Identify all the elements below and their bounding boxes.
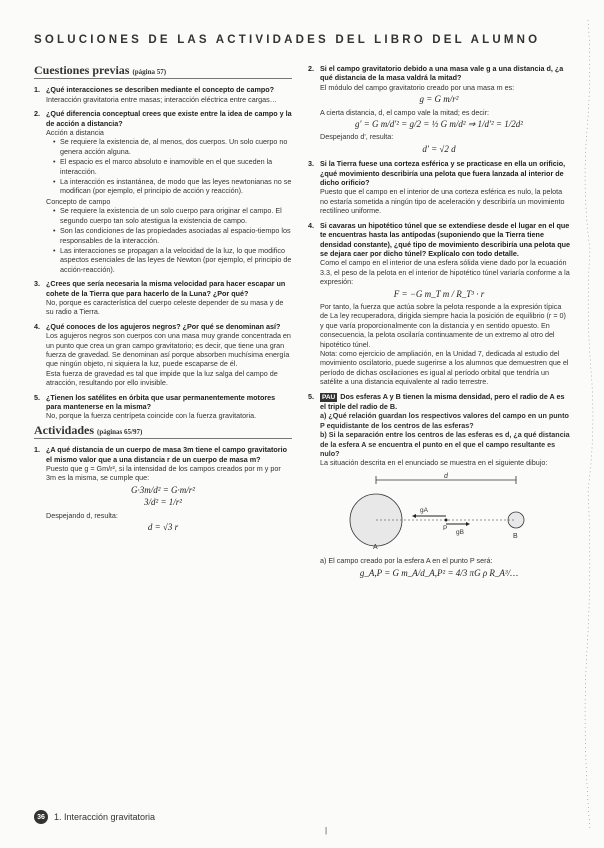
answer: Puesto que g = Gm/r², si la intensidad de los campos creados por m y por 3m es la misma, se cumple que: bbox=[46, 464, 281, 483]
answer: Los agujeros negros son cuerpos con una masa muy grande concentrada en un punto que crea un gran campo gravitatorio; es decir, que tiene una gran fuerza de gravedad. Se denominan así porque absorben muchísima energía que ningún objeto, ni siquiera la luz, puede escaparse de él. bbox=[46, 331, 291, 369]
label-a: A bbox=[373, 543, 378, 550]
answer: Interacción gravitatoria entre masas; interacción eléctrica entre cargas… bbox=[46, 94, 277, 104]
formula: G·3m/d² = G·m/r² bbox=[131, 484, 195, 495]
formula: 3/d² = 1/r² bbox=[144, 497, 182, 508]
page-title: SOLUCIONES DE LAS ACTIVIDADES DEL LIBRO DEL ALUMNO bbox=[34, 34, 541, 46]
sub-label: Concepto de campo bbox=[46, 196, 111, 206]
formula-result: d' = √2 d bbox=[422, 143, 456, 154]
note: Nota: como ejercicio de ampliación, en la Unidad 7, dedicada al estudio del movimiento oscilatorio, puede sugerirse a los alumnos que demuestren que el período de dichas oscilaciones es igual al período orbital que tendría un satélite a una distancia equivalente al radio terrestre. bbox=[320, 348, 569, 387]
list-item: • Se requiere la existencia de, al menos, dos cuerpos. Un solo cuerpo no genera acción alguna. bbox=[60, 137, 292, 156]
sub-label: Acción a distancia bbox=[46, 128, 104, 138]
answer: a) El campo creado por la esfera A en el punto P será: bbox=[320, 556, 493, 566]
formula: g_A,P = G m_A/d_A,P² = 4/3 πG ρ R_A³/… bbox=[359, 567, 519, 578]
answer: Como el campo en el interior de una esfera sólida viene dado por la ecuación 3.3, el peso de la pelota en el interior de hipotético túnel variaría conforme a la expresión: bbox=[320, 258, 570, 287]
label-b: B bbox=[513, 532, 518, 540]
answer: El módulo del campo gravitatorio creado por una masa m es: bbox=[320, 82, 515, 92]
chapter-title: 1. Interacción gravitatoria bbox=[54, 812, 156, 822]
label-gb: gB bbox=[456, 528, 464, 536]
activity-2: 2. Si el campo gravitatorio debido a una masa vale g a una distancia d, ¿a qué distancia de la masa valdrá la mitad? El módulo del campo gravitatorio creado por una masa m es: g = G m/r² A cierta distancia, d, el campo vale la mitad; es decir: g' = G m/d'² = g/2 = ½ G m/d² ⇒ 1/d'² = 1/2d² Despejando d', resulta: d' = √2 d bbox=[308, 64, 570, 154]
answer: A cierta distancia, d, el campo vale la mitad; es decir: bbox=[320, 107, 489, 117]
left-column bbox=[34, 64, 292, 537]
activity-5: 5. PAU Dos esferas A y B tienen la misma densidad, pero el radio de A es el triple del radio de B. a) ¿Qué relación guardan los respectivos valores del campo en un punto P equidistante de los centros de las esferas? b) Si la separación entre los centros de las esferas es d, ¿a qué distancia de la esfera A se encuentra el punto en el que el campo resultante es nulo? La situación descrita en el enunciado se muestra en el siguiente dibujo: d gA gB P A B a) El campo creado por la esfera A en el punto P será: g_A,P = G m_A/d_A,P² = 4/3 πG ρ R_A³/… bbox=[308, 391, 570, 578]
answer: No, porque la fuerza centrípeta coincide con la fuerza gravitatoria. bbox=[46, 411, 257, 421]
section-heading-actividades: Actividades (páginas 65/97) bbox=[34, 426, 292, 439]
point-p bbox=[445, 518, 448, 521]
question-4: 4. ¿Qué conoces de los agujeros negros? ¿Por qué se denominan así? Los agujeros negros son cuerpos con una masa muy grande concentrada en un punto que crea un gran campo gravitatorio; es decir, que tiene una gran fuerza de gravedad. Se denominan así porque absorben muchísima energía que ningún objeto, ni siquiera la luz, puede escaparse de él. Esta fuerza de gravedad es tal que impide que la luz salga del campo de atracción, resultando por ello invisible. bbox=[34, 321, 291, 388]
margin-handwriting bbox=[578, 10, 600, 840]
question-3: 3. ¿Crees que sería necesaria la misma velocidad para hacer escapar un cohete de la Tierra que para hacerlo de la Luna? ¿Por qué? No, porque es característica del cuerpo celeste depender de su masa y de su radio a Tierra. bbox=[34, 279, 292, 317]
question-1: 1. ¿Qué interacciones se describen mediante el concepto de campo? Interacción gravitatoria entre masas; interacción eléctrica entre cargas… bbox=[34, 85, 292, 104]
list-item: • La interacción es instantánea, de modo que las leyes newtonianas no se modifican (por ejemplo, el principio de acción y reacción). bbox=[60, 177, 292, 196]
activity-4: 4. Si cavaras un hipotético túnel que se extendiese desde el lugar en el que te encuentras hasta las antípodas (suponiendo que la Tierra tiene densidad constante), ¿qué tipo de movimiento describiría una pelota que se dejara caer por dicho túnel? Explícalo con todo detalle. Como el campo en el interior de una esfera sólida viene dado por la ecuación 3.3, el peso de la pelota en el interior de hipotético túnel variaría conforme a la expresión: F = −G m_T m / R_T³ · r Por tanto, la fuerza que actúa sobre la pelota responde a la expresión típica de La ley recuperadora, dirigida siempre hacia la posición de equilibrio (r = 0) y que varía proporcionalmente con la distancia y en sentido opuesto. En consecuencia, la pelota oscilaría continuamente de un extremo al otro del hipotético túnel. Nota: como ejercicio de ampliación, en la Unidad 7, dedicada al estudio del movimiento oscilatorio, puede sugerirse a los alumnos que demuestren que el período de dichas oscilaciones es igual al período orbital que tendría un satélite a una distancia equivalente al radio terrestre. bbox=[308, 220, 571, 387]
label-d: d bbox=[444, 472, 448, 480]
answer: Por tanto, la fuerza que actúa sobre la pelota responde a la expresión típica de La ley recuperadora, dirigida siempre hacia la posición de equilibrio (r = 0) y que varía proporcionalmente con la distancia y en sentido opuesto. En consecuencia, la pelota oscilaría continuamente de un extremo al otro del hipotético túnel. bbox=[320, 301, 566, 349]
question-5: 5. ¿Tienen los satélites en órbita que usar permanentemente motores para mantenerse en la misma? No, porque la fuerza centrípeta coincide con la fuerza gravitatoria. bbox=[34, 393, 292, 421]
answer: No, porque es característica del cuerpo celeste depender de su masa y de su radio a Tierra. bbox=[46, 297, 284, 317]
list-item: • El espacio es el marco absoluto e inamovible en el que suceden la interacción. bbox=[60, 157, 292, 176]
section-heading-previas: Cuestiones previas (página 57) bbox=[34, 66, 292, 79]
page-footer bbox=[34, 810, 155, 824]
answer: La situación descrita en el enunciado se muestra en el siguiente dibujo: bbox=[320, 458, 548, 468]
formula: g = G m/r² bbox=[419, 94, 459, 105]
page-mark: | bbox=[325, 826, 328, 835]
list-item: • Las interacciones se propagan a la velocidad de la luz, lo que modifico aspectos esenciales de las leyes de Newton (por ejemplo, el principio de acción-reacción). bbox=[60, 246, 292, 274]
activity-3: 3. Si la Tierra fuese una corteza esférica y se practicase en ella un orificio, ¿qué movimiento describiría una pelota que fuera lanzada al interior de dicho orificio? Puesto que el campo en el interior de una corteza esférica es nulo, la pelota no estaría sometida a ningún tipo de aceleración y describiría un movimiento rectilíneo uniforme. bbox=[308, 159, 570, 215]
right-column bbox=[308, 64, 570, 583]
page-number: 36 bbox=[34, 810, 48, 824]
label-p: P bbox=[443, 524, 448, 532]
label-ga: gA bbox=[420, 506, 428, 514]
formula: F = −G m_T m / R_T³ · r bbox=[393, 288, 485, 299]
list-item: • Se requiere la existencia de un solo cuerpo para originar el campo. El segundo cuerpo tan solo atestigua la existencia de campo. bbox=[60, 206, 292, 225]
formula: g' = G m/d'² = g/2 = ½ G m/d² ⇒ 1/d'² = 1/2d² bbox=[355, 119, 523, 130]
answer: Despejando d, resulta: bbox=[46, 510, 118, 520]
formula-result: d = √3 r bbox=[147, 522, 179, 533]
answer: Despejando d', resulta: bbox=[320, 132, 394, 142]
pau-badge: PAU bbox=[322, 393, 336, 401]
answer: Puesto que el campo en el interior de una corteza esférica es nulo, la pelota no estaría sometida a ningún tipo de aceleración y describiría un movimiento rectilíneo uniforme. bbox=[320, 187, 565, 216]
list-item: • Son las condiciones de las propiedades asociadas al espacio-tiempo los responsables de la interacción. bbox=[60, 226, 292, 245]
question-2: 2. ¿Qué diferencia conceptual crees que existe entre la idea de campo y la de acción a distancia? Acción a distancia • Se requiere la existencia de, al menos, dos cuerpos. Un solo cuerpo no genera acción alguna. • El espacio es el marco absoluto e inamovible en el que suceden la interacción. • La interacción es instantánea, de modo que las leyes newtonianas no se modifican (por ejemplo, el principio de acción y reacción). Concepto de campo • Se requiere la existencia de un solo cuerpo para originar el campo. El segundo cuerpo tan solo atestigua la existencia de campo. • Son las condiciones de las propiedades asociadas al espacio-tiempo los responsables de la interacción. • Las interacciones se propagan a la velocidad de la luz, lo que modifico aspectos esenciales de las leyes de Newton (por ejemplo, el principio de acción-reacción). bbox=[34, 109, 292, 274]
spheres-diagram bbox=[316, 472, 556, 550]
answer: Esta fuerza de gravedad es tal que impide que la luz salga del campo de atracción, resultando por ello invisible. bbox=[46, 368, 278, 388]
activity-1: 1. ¿A qué distancia de un cuerpo de masa 3m tiene el campo gravitatorio el mismo valor que a una distancia r de un cuerpo de masa m? Puesto que g = Gm/r², si la intensidad de los campos creados por m y por 3m es la misma, se cumple que: G·3m/d² = G·m/r² 3/d² = 1/r² Despejando d, resulta: d = √3 r bbox=[34, 445, 292, 532]
